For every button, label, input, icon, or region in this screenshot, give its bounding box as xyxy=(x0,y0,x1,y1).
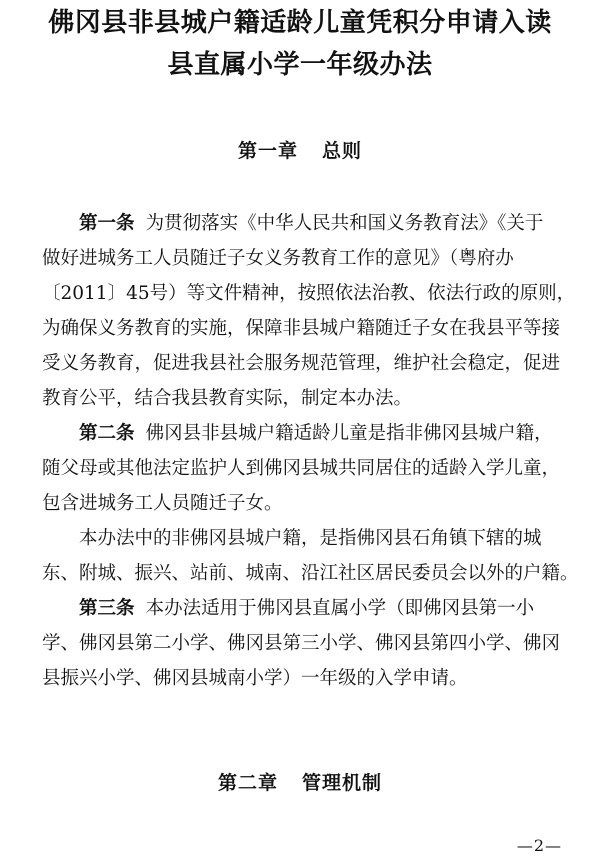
chapter-label: 第一章 xyxy=(237,140,298,162)
chapter-label: 第二章 xyxy=(217,772,278,794)
article-label: 第一条 xyxy=(79,213,135,234)
title-line-2: 县直属小学一年级办法 xyxy=(167,50,433,80)
article-text-line: 东、附城、振兴、站前、城南、沿江社区居民委员会以外的户籍。 xyxy=(42,563,579,584)
chapter-name: 管理机制 xyxy=(302,772,383,794)
article-text-line: 学、佛冈县第二小学、佛冈县第三小学、佛冈县第四小学、佛冈 xyxy=(42,633,561,654)
article-text-line: 教育公平，结合我县教育实际，制定本办法。 xyxy=(42,388,413,409)
article-label: 第三条 xyxy=(79,598,135,619)
article-text-line: 〔2011〕45号）等文件精神，按照依法治教、依法行政的原则， xyxy=(42,283,576,304)
article-text-line: 包含进城务工人员随迁子女。 xyxy=(42,493,283,514)
article-text-line: 做好进城务工人员随迁子女义务教育工作的意见》（粤府办 xyxy=(42,248,514,269)
article-text-line: 为确保义务教育的实施，保障非县城户籍随迁子女在我县平等接 xyxy=(42,318,561,339)
article-text-line: 本办法中的非佛冈县城户籍，是指佛冈县石角镇下辖的城 xyxy=(79,528,542,549)
page-number: —2— xyxy=(516,836,562,855)
chapter-heading-2 xyxy=(0,768,600,795)
article-text-line: 受义务教育，促进我县社会服务规范管理，维护社会稳定，促进 xyxy=(42,353,561,374)
article-text-line: 随父母或其他法定监护人到佛冈县城共同居住的适龄入学儿童， xyxy=(42,458,561,479)
article-2-note xyxy=(42,521,579,591)
article-text-line: 为贯彻落实《中华人民共和国义务教育法》《关于 xyxy=(145,213,544,234)
article-text-line: 县振兴小学、佛冈县城南小学）一年级的入学申请。 xyxy=(42,668,468,689)
article-text-line: 本办法适用于佛冈县直属小学（即佛冈县第一小 xyxy=(145,598,535,619)
article-1 xyxy=(42,206,576,416)
title-line-1: 佛冈县非县城户籍适龄儿童凭积分申请入读 xyxy=(48,8,552,38)
article-label: 第二条 xyxy=(79,423,135,444)
document-title xyxy=(20,2,580,86)
article-text-line: 佛冈县非县城户籍适龄儿童是指非佛冈县城户籍， xyxy=(145,423,553,444)
article-3 xyxy=(42,591,570,696)
chapter-heading-1 xyxy=(0,136,600,163)
article-2 xyxy=(42,416,570,521)
chapter-name: 总则 xyxy=(322,140,363,162)
document-body xyxy=(42,206,579,696)
